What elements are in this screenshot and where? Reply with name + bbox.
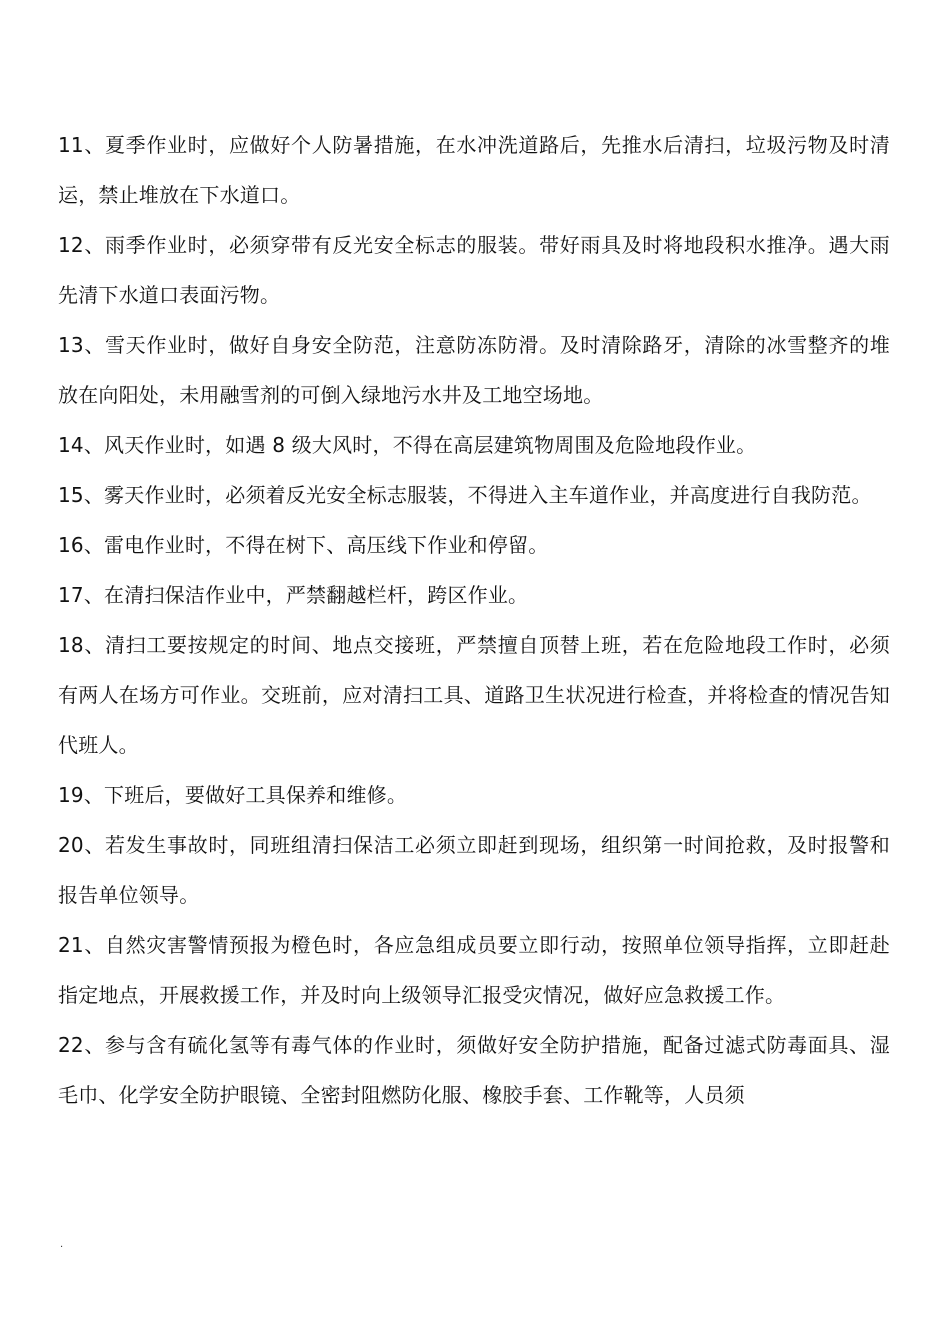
paragraph-21: 21、自然灾害警情预报为橙色时，各应急组成员要立即行动，按照单位领导指挥，立即赶赴指定地点，开展救援工作，并及时向上级领导汇报受灾情况，做好应急救援工作。 [58,933,890,1007]
paragraph-11: 11、夏季作业时，应做好个人防暑措施，在水冲洗道路后，先推水后清扫，垃圾污物及时清运，禁止堆放在下水道口。 [58,133,890,207]
paragraph-19: 19、下班后，要做好工具保养和维修。 [58,783,408,807]
paragraph-18: 18、清扫工要按规定的时间、地点交接班，严禁擅自顶替上班，若在危险地段工作时，必须有两人在场方可作业。交班前，应对清扫工具、道路卫生状况进行检查，并将检查的情况告知代班人。 [58,633,890,757]
paragraph-12: 12、雨季作业时，必须穿带有反光安全标志的服装。带好雨具及时将地段积水推净。遇大雨先清下水道口表面污物。 [58,233,890,307]
paragraph-16: 16、雷电作业时，不得在树下、高压线下作业和停留。 [58,533,549,557]
paragraph-14: 14、风天作业时，如遇 8 级大风时，不得在高层建筑物周围及危险地段作业。 [58,433,757,457]
paragraph-22: 22、参与含有硫化氢等有毒气体的作业时，须做好安全防护措施，配备过滤式防毒面具、湿毛巾、化学安全防护眼镜、全密封阻燃防化服、橡胶手套、工作靴等，人员须 [58,1033,890,1107]
paragraph-15: 15、雾天作业时，必须着反光安全标志服装，不得进入主车道作业，并高度进行自我防范。 [58,483,872,507]
paragraph-13: 13、雪天作业时，做好自身安全防范，注意防冻防滑。及时清除路牙，清除的冰雪整齐的堆放在向阳处，未用融雪剂的可倒入绿地污水井及工地空场地。 [58,333,890,407]
document-body [58,120,890,1120]
footer-mark: . [60,1239,64,1250]
paragraph-17: 17、在清扫保洁作业中，严禁翻越栏杆，跨区作业。 [58,583,529,607]
paragraph-20: 20、若发生事故时，同班组清扫保洁工必须立即赶到现场，组织第一时间抢救，及时报警和报告单位领导。 [58,833,890,907]
